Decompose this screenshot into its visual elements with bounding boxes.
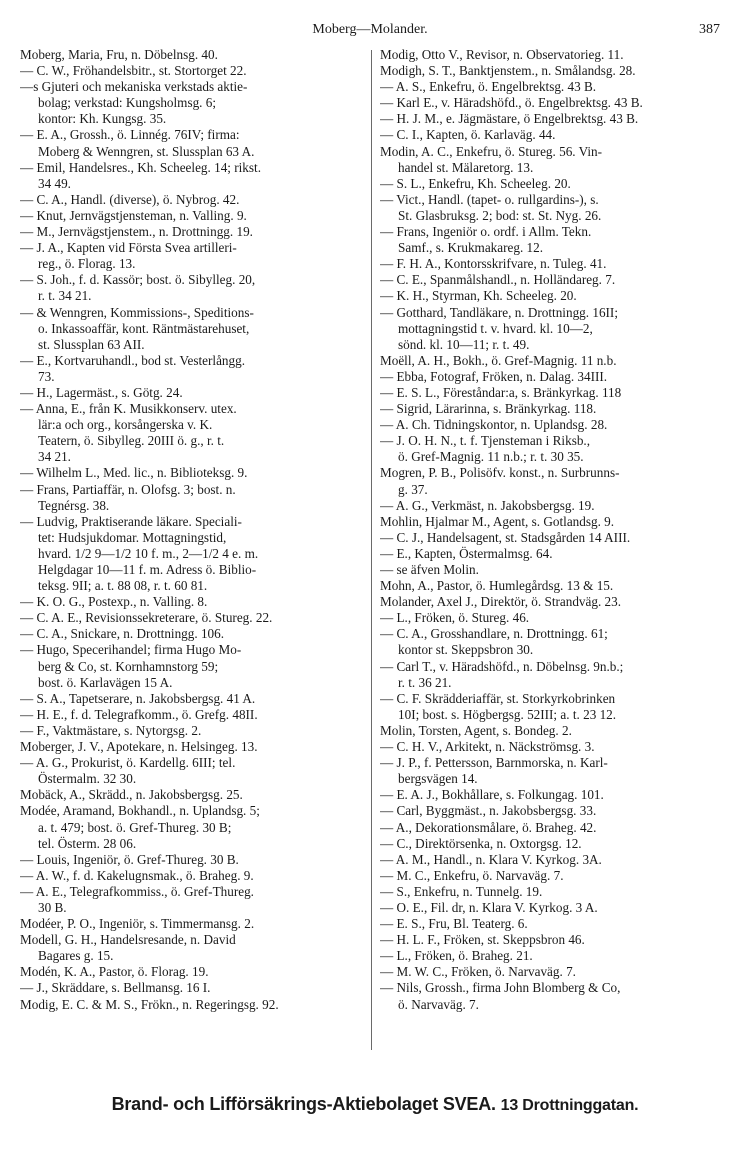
directory-line: — Vict., Handl. (tapet- o. rullgardins-), s.	[380, 191, 599, 207]
directory-line: bergsvägen 14.	[398, 771, 478, 787]
directory-line: — C. F. Skrädderiaffär, st. Storkyrkobrinken	[380, 690, 616, 706]
directory-line: lär:a och org., korsångerska v. K.	[38, 417, 213, 433]
directory-line: Moberg & Wenngren, st. Slussplan 63 A.	[38, 143, 255, 159]
directory-line: — S. A., Tapetserare, n. Jakobsbergsg. 41 A.	[20, 690, 256, 706]
directory-line: teksg. 9II; a. t. 88 08, r. t. 60 81.	[38, 578, 208, 594]
directory-line: — J. O. H. N., t. f. Tjensteman i Riksb.,	[380, 433, 591, 449]
directory-line: Modin, A. C., Enkefru, ö. Stureg. 56. Vin-	[380, 143, 603, 159]
directory-line: — H. J. M., e. Jägmästare, ö Engelbrektsg. 43 B.	[380, 111, 639, 127]
directory-line: — Anna, E., från K. Musikkonserv. utex.	[20, 401, 237, 417]
directory-line: — A. S., Enkefru, ö. Engelbrektsg. 43 B.	[380, 79, 597, 95]
directory-line: Molander, Axel J., Direktör, ö. Strandväg. 23.	[380, 594, 622, 610]
directory-line: Mohlin, Hjalmar M., Agent, s. Gotlandsg. 9.	[380, 513, 615, 529]
directory-line: — L., Fröken, ö. Braheg. 21.	[380, 948, 533, 964]
directory-line: — H. E., f. d. Telegrafkomm., ö. Grefg. 48II.	[20, 706, 258, 722]
directory-line: Moberger, J. V., Apotekare, n. Helsingeg. 13.	[20, 739, 258, 755]
directory-line: Östermalm. 32 30.	[38, 771, 137, 787]
directory-line: — E., Kapten, Östermalmsg. 64.	[380, 545, 553, 561]
directory-line: 34 21.	[38, 449, 71, 465]
directory-line: ö. Gref-Magnig. 11 n.b.; r. t. 30 35.	[398, 449, 584, 465]
directory-line: Modell, G. H., Handelsresande, n. David	[20, 932, 236, 948]
directory-line: — Frans, Ingeniör o. ordf. i Allm. Tekn.	[380, 224, 592, 240]
directory-line: — M. C., Enkefru, ö. Narvaväg. 7.	[380, 867, 564, 883]
directory-line: Modée, Aramand, Bokhandl., n. Uplandsg. 5;	[20, 803, 260, 819]
page-number: 387	[699, 22, 720, 37]
directory-line: — Ludvig, Praktiserande läkare. Speciali-	[20, 513, 242, 529]
directory-line: — M., Jernvägstjenstem., n. Drottningg. 19.	[20, 224, 253, 240]
directory-line: Modig, E. C. & M. S., Frökn., n. Regeringsg. 92.	[20, 996, 279, 1012]
directory-line: — K. O. G., Postexp., n. Valling. 8.	[20, 594, 208, 610]
directory-line: — C. A., Handl. (diverse), ö. Nybrog. 42.	[20, 191, 240, 207]
directory-line: Modigh, S. T., Banktjenstem., n. Smålandsg. 28.	[380, 63, 636, 79]
directory-line: a. t. 479; bost. ö. Gref-Thureg. 30 B;	[38, 819, 232, 835]
directory-line: — E. S., Fru, Bl. Teaterg. 6.	[380, 916, 528, 932]
directory-line: — C. A. E., Revisionssekreterare, ö. Stureg. 22.	[20, 610, 273, 626]
directory-line: 30 B.	[38, 899, 67, 915]
directory-line: — Hugo, Specerihandel; firma Hugo Mo-	[20, 642, 242, 658]
directory-line: Mobäck, A., Skrädd., n. Jakobsbergsg. 25.	[20, 787, 243, 803]
footer-company: Brand- och Lifförsäkrings-Aktiebolaget SVEA.	[111, 1094, 496, 1114]
directory-line: — F., Vaktmästare, s. Nytorgsg. 2.	[20, 722, 202, 738]
directory-line: — C. W., Fröhandelsbitr., st. Stortorget 22.	[20, 63, 247, 79]
directory-line: 73.	[38, 368, 55, 384]
directory-line: — & Wenngren, Kommissions-, Speditions-	[20, 304, 254, 320]
directory-line: — C. H. V., Arkitekt, n. Näckströmsg. 3.	[380, 739, 595, 755]
directory-line: ö. Narvaväg. 7.	[398, 996, 479, 1012]
directory-line: — Karl E., v. Häradshöfd., ö. Engelbrektsg. 43 B.	[380, 95, 643, 111]
directory-line: — C. I., Kapten, ö. Karlaväg. 44.	[380, 127, 556, 143]
directory-line: St. Glasbruksg. 2; bod: st. St. Nyg. 26.	[398, 207, 602, 223]
directory-line: r. t. 34 21.	[38, 288, 92, 304]
directory-line: — H., Lagermäst., s. Götg. 24.	[20, 384, 183, 400]
directory-line: — E. A., Grossh., ö. Linnég. 76IV; firma:	[20, 127, 240, 143]
directory-line: — Emil, Handelsres., Kh. Scheeleg. 14; rikst.	[20, 159, 261, 175]
directory-line: Mohn, A., Pastor, ö. Humlegårdsg. 13 & 15.	[380, 578, 614, 594]
directory-line: st. Slussplan 63 AII.	[38, 336, 145, 352]
directory-line: Modéer, P. O., Ingeniör, s. Timmermansg. 2.	[20, 916, 255, 932]
directory-line: Molin, Torsten, Agent, s. Bondeg. 2.	[380, 722, 572, 738]
directory-line: — A. G., Verkmäst, n. Jakobsbergsg. 19.	[380, 497, 595, 513]
directory-line: — Frans, Partiaffär, n. Olofsg. 3; bost. n.	[20, 481, 236, 497]
directory-line: — C. A., Snickare, n. Drottningg. 106.	[20, 626, 225, 642]
directory-line: bolag; verkstad: Kungsholmsg. 6;	[38, 95, 217, 111]
directory-line: — Sigrid, Lärarinna, s. Bränkyrkag. 118.	[380, 401, 597, 417]
directory-line: tet: Hudsjukdomar. Mottagningstid,	[38, 529, 227, 545]
directory-line: — A. Ch. Tidningskontor, n. Uplandsg. 28.	[380, 417, 608, 433]
directory-line: — Carl, Byggmäst., n. Jakobsbergsg. 33.	[380, 803, 597, 819]
directory-line: — Wilhelm L., Med. lic., n. Biblioteksg. 9.	[20, 465, 248, 481]
directory-line: — S. L., Enkefru, Kh. Scheeleg. 20.	[380, 175, 571, 191]
directory-line: reg., ö. Florag. 13.	[38, 256, 136, 272]
directory-line: — L., Fröken, ö. Stureg. 46.	[380, 610, 530, 626]
directory-line: 10I; bost. s. Högbergsg. 52III; a. t. 23 12.	[398, 706, 617, 722]
directory-line: g. 37.	[398, 481, 428, 497]
directory-line: kontor: Kh. Kungsg. 35.	[38, 111, 167, 127]
directory-line: Tegnérsg. 38.	[38, 497, 110, 513]
directory-line: Helgdagar 10—11 f. m. Adress ö. Biblio-	[38, 562, 257, 577]
directory-line: Modig, Otto V., Revisor, n. Observatorieg. 11.	[380, 47, 624, 62]
directory-line: Moëll, A. H., Bokh., ö. Gref-Magnig. 11 n.b.	[380, 352, 617, 368]
directory-line: — K. H., Styrman, Kh. Scheeleg. 20.	[380, 288, 577, 304]
directory-line: — Carl T., v. Häradshöfd., n. Döbelnsg. 9n.b.;	[380, 658, 624, 674]
directory-line: — E. S. L., Föreståndar:a, s. Bränkyrkag. 118	[380, 384, 622, 400]
advertisement-footer	[20, 1094, 730, 1124]
directory-line: tel. Österm. 28 06.	[38, 835, 137, 851]
directory-line: 34 49.	[38, 175, 71, 191]
directory-line: — C., Direktörsenka, n. Oxtorgsg. 12.	[380, 835, 582, 851]
right-column	[380, 47, 722, 1013]
directory-line: — A. W., f. d. Kakelugnsmak., ö. Braheg. 9.	[20, 867, 254, 883]
directory-line: — C. A., Grosshandlare, n. Drottningg. 61;	[380, 626, 608, 642]
directory-line: — E., Kortvaruhandl., bod st. Vesterlångg.	[20, 352, 246, 368]
directory-line: Samf., s. Krukmakareg. 12.	[398, 240, 544, 256]
directory-line: — C. E., Spanmålshandl., n. Holländareg. 7.	[380, 272, 616, 288]
directory-line: Teatern, ö. Sibylleg. 20III ö. g., r. t.	[38, 433, 225, 449]
directory-line: handel st. Mälaretorg. 13.	[398, 159, 534, 175]
directory-line: berg & Co, st. Kornhamnstorg 59;	[38, 658, 219, 674]
directory-line: Mogren, P. B., Polisöfv. konst., n. Surbrunns-	[380, 465, 620, 481]
directory-line: mottagningstid t. v. hvard. kl. 10—2,	[398, 320, 593, 336]
directory-line: — C. J., Handelsagent, st. Stadsgården 14 AIII.	[380, 529, 631, 545]
directory-line: — A. G., Prokurist, ö. Kardellg. 6III; tel.	[20, 755, 236, 771]
directory-line: Bagares g. 15.	[38, 948, 114, 964]
directory-line: hvard. 1/2 9—1/2 10 f. m., 2—1/2 4 e. m.	[38, 545, 259, 561]
directory-line: — se äfven Molin.	[380, 562, 479, 577]
directory-line: o. Inkassoaffär, kont. Räntmästarehuset,	[38, 320, 250, 336]
directory-line: — S. Joh., f. d. Kassör; bost. ö. Sibylleg. 20,	[20, 272, 256, 288]
directory-line: — Nils, Grossh., firma John Blomberg & Co,	[380, 980, 621, 996]
page-header	[20, 22, 720, 44]
directory-line: sönd. kl. 10—11; r. t. 49.	[398, 336, 530, 352]
directory-line: Modén, K. A., Pastor, ö. Florag. 19.	[20, 964, 209, 980]
directory-line: — E. A. J., Bokhållare, s. Folkungag. 101.	[380, 787, 604, 803]
directory-line: — Ebba, Fotograf, Fröken, n. Dalag. 34III.	[380, 368, 608, 384]
running-title: Moberg—Molander.	[312, 22, 428, 37]
directory-line: — J. P., f. Pettersson, Barnmorska, n. Karl-	[380, 755, 608, 771]
directory-line: — Gotthard, Tandläkare, n. Drottningg. 16II;	[380, 304, 618, 320]
directory-line: —s Gjuteri och mekaniska verkstads aktie-	[20, 79, 248, 95]
directory-line: bost. ö. Karlavägen 15 A.	[38, 674, 173, 690]
directory-line: — O. E., Fil. dr, n. Klara V. Kyrkog. 3 A.	[380, 899, 598, 915]
directory-line: — A. M., Handl., n. Klara V. Kyrkog. 3A.	[380, 851, 602, 867]
directory-line: — F. H. A., Kontorsskrifvare, n. Tuleg. 41.	[380, 256, 607, 272]
directory-line: — J. A., Kapten vid Första Svea artilleri-	[20, 240, 237, 256]
directory-line: — M. W. C., Fröken, ö. Narvaväg. 7.	[380, 964, 576, 980]
directory-line: — S., Enkefru, n. Tunnelg. 19.	[380, 883, 543, 899]
directory-line: — A., Dekorationsmålare, ö. Braheg. 42.	[380, 819, 597, 835]
directory-line: Moberg, Maria, Fru, n. Döbelnsg. 40.	[20, 47, 218, 62]
directory-line: r. t. 36 21.	[398, 674, 452, 690]
directory-line: — Louis, Ingeniör, ö. Gref-Thureg. 30 B.	[20, 851, 239, 867]
left-column	[20, 47, 362, 1013]
directory-line: kontor st. Skeppsbron 30.	[398, 642, 534, 658]
footer-address: 13 Drottninggatan.	[500, 1097, 639, 1114]
directory-line: — A. E., Telegrafkommiss., ö. Gref-Thureg.	[20, 883, 254, 899]
directory-line: — J., Skräddare, s. Bellmansg. 16 I.	[20, 980, 211, 996]
directory-line: — H. L. F., Fröken, st. Skeppsbron 46.	[380, 932, 585, 948]
column-divider	[371, 50, 372, 1050]
directory-line: — Knut, Jernvägstjensteman, n. Valling. 9.	[20, 207, 247, 223]
